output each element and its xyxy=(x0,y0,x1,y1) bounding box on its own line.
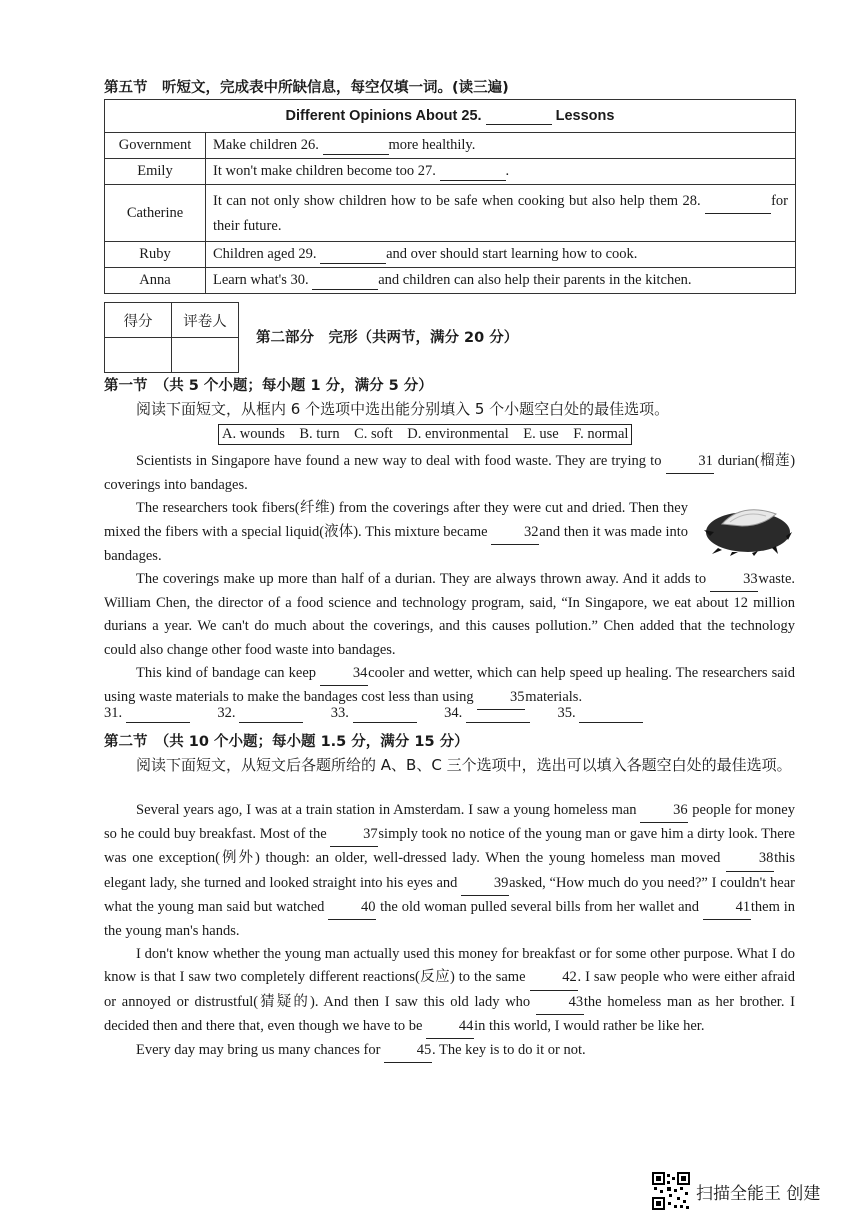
blank-42[interactable]: 42 xyxy=(530,966,578,990)
score-cell[interactable] xyxy=(105,338,172,373)
blank-35[interactable]: 35 xyxy=(477,686,525,710)
cloze1-title: 第一节 （共 5 个小题；每小题 1 分，满分 5 分） xyxy=(104,378,433,394)
table-row: Government Make children 26. more healthily. xyxy=(105,133,796,159)
section5-title: 第五节 听短文，完成表中所缺信息，每空仅填一词。(读三遍) xyxy=(104,80,509,96)
cloze1-passage xyxy=(104,450,795,710)
paragraph: The coverings make up more than half of a durian. They are always thrown away. And it adds to 33waste. William Chen, the director of a food science and technology program, said, “In Singapore, we eat about 12 million durians a year. We can't do much about the coverings, and this causes pollution.” Chen added that the technology could also change other food waste into bandages. xyxy=(104,568,795,662)
blank-25[interactable] xyxy=(486,108,552,125)
blank-31[interactable]: 31 xyxy=(666,450,714,474)
blank-36[interactable]: 36 xyxy=(640,799,688,823)
blank-45[interactable]: 45 xyxy=(384,1039,432,1063)
cloze1-instruction: 阅读下面短文，从框内 6 个选项中选出能分别填入 5 个小题空白处的最佳选项。 xyxy=(136,400,670,418)
scanner-watermark xyxy=(652,1172,820,1210)
answer-row: 31. 32. 33. 34. 35. xyxy=(104,705,667,723)
watermark-text: 扫描全能王 创建 xyxy=(696,1183,821,1204)
qr-code-icon xyxy=(652,1172,690,1210)
paragraph: Every day may bring us many chances for 45. The key is to do it or not. xyxy=(104,1039,795,1063)
blank-39[interactable]: 39 xyxy=(461,872,509,896)
blank-38[interactable]: 38 xyxy=(726,847,774,871)
cloze2-instruction: 阅读下面短文，从短文后各题所给的 A、B、C 三个选项中，选出可以填入各题空白处的最佳选项。 xyxy=(136,756,792,774)
paragraph: Several years ago, I was at a train station in Amsterdam. I saw a young homeless man 36 people for money so he could buy breakfast. Most of the 37simply took no notice of the young man or gave him a dirty look. There was one exception(例外) though: an older, well-dressed lady. When the young homeless man moved 38this elegant lady, she turned and looked straight into his eyes and 39asked, “How much do you need?” I couldn't hear what the young man said but watched 40 the old woman pulled several bills from her wallet and 41them in the young man's hands. xyxy=(104,799,795,943)
blank-27[interactable] xyxy=(440,163,506,181)
blank-28[interactable] xyxy=(705,189,771,214)
table-header: Different Opinions About 25. Lessons xyxy=(105,100,796,133)
blank-41[interactable]: 41 xyxy=(703,896,751,920)
blank-37[interactable]: 37 xyxy=(330,823,378,847)
blank-43[interactable]: 43 xyxy=(536,991,584,1015)
blank-40[interactable]: 40 xyxy=(328,896,376,920)
opinions-table xyxy=(104,99,796,294)
answer-35[interactable] xyxy=(579,705,643,723)
answer-34[interactable] xyxy=(466,705,530,723)
blank-30[interactable] xyxy=(312,272,378,290)
blank-34[interactable]: 34 xyxy=(320,662,368,686)
table-row: Ruby Children aged 29. and over should start learning how to cook. xyxy=(105,242,796,268)
paragraph: Scientists in Singapore have found a new way to deal with food waste. They are trying to 31 durian(榴莲) coverings into bandages. xyxy=(104,450,795,497)
cloze2-passage xyxy=(104,799,795,1063)
table-row: Anna Learn what's 30. and children can also help their parents in the kitchen. xyxy=(105,268,796,294)
table-row: Emily It won't make children become too 27. . xyxy=(105,159,796,185)
durian-icon xyxy=(702,496,794,556)
part2-title: 第二部分 完形（共两节，满分 20 分） xyxy=(256,330,519,346)
score-box: 得分 评卷人 xyxy=(104,302,239,373)
blank-33[interactable]: 33 xyxy=(710,568,758,592)
blank-26[interactable] xyxy=(323,137,389,155)
paragraph: The researchers took fibers(纤维) from the coverings after they were cut and dried. Then they mixed the fibers with a special liquid(液体). This mixture became 32and then it was made into bandages. xyxy=(104,500,689,564)
table-row: Catherine It can not only show children how to be safe when cooking but also help them 28. for their future. xyxy=(105,185,796,242)
paragraph: This kind of bandage can keep 34cooler and wetter, which can help speed up healing. The researchers said using waste materials to make the bandages cost less than using 35materials. xyxy=(104,662,795,710)
answer-31[interactable] xyxy=(126,705,190,723)
blank-29[interactable] xyxy=(320,246,386,264)
options-box: A. wounds B. turn C. soft D. environmental E. use F. normal xyxy=(218,424,632,445)
answer-33[interactable] xyxy=(353,705,417,723)
grader-cell[interactable] xyxy=(172,338,239,373)
blank-44[interactable]: 44 xyxy=(426,1015,474,1039)
answer-32[interactable] xyxy=(239,705,303,723)
blank-32[interactable]: 32 xyxy=(491,521,539,545)
cloze2-title: 第二节 （共 10 个小题；每小题 1.5 分，满分 15 分） xyxy=(104,734,469,750)
paragraph: I don't know whether the young man actually used this money for breakfast or for some other purpose. What I do know is that I saw two completely different reactions(反应) to the same 42. I saw people who were either afraid or annoyed or distrustful(猜疑的). And then I saw this old lady who 43the homeless man as her brother. I decided then and there that, even though we have to be 44in this world, I would rather be like her. xyxy=(104,943,795,1039)
